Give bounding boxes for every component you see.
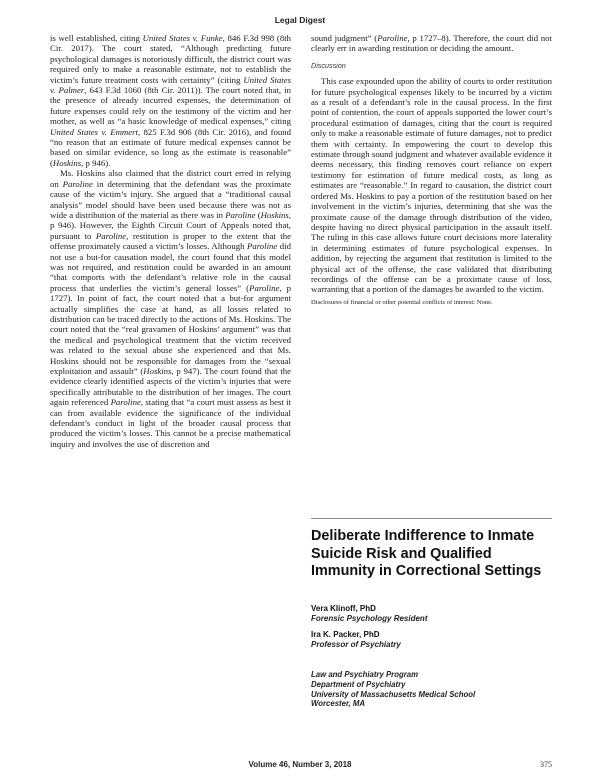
page-number: 375 xyxy=(540,760,552,769)
left-column xyxy=(50,33,291,449)
author-name: Ira K. Packer, PhD xyxy=(311,630,380,639)
left-paragraph-1: is well established, citing United States v. Funke, 846 F.3d 998 (8th Cir. 2017). The court stated, “Although predicting future psychological damages is notoriously difficult, the district court was required only to make a reasonable estimate, not to establish the victim’s future treatment costs with certainty” (citing United States v. Palmer, 643 F.3d 1060 (8th Cir. 2011)). The court noted that, in the presence of already incurred expenses, the determination of future expenses could rely on the testimony of the victim and her mother, as well as “a basic knowledge of medical expenses,” citing United States v. Emmert, 825 F.3d 906 (8th Cir. 2016), and found “no reason that an estimate of future medical expenses cannot be based on similar evidence, so long as the estimate is reasonable” (Hoskins, p 946). xyxy=(50,33,292,168)
affiliation-line: Worcester, MA xyxy=(311,699,366,709)
author-role: Professor of Psychiatry xyxy=(311,640,401,649)
running-header: Legal Digest xyxy=(274,15,326,25)
affiliation-line: Department of Psychiatry xyxy=(311,679,406,689)
author-2 xyxy=(311,630,552,650)
affiliation-line: University of Massachusetts Medical School xyxy=(311,689,476,699)
affiliation-block xyxy=(311,670,552,709)
article-title: Deliberate Indifference to Inmate Suicide Risk and Qualified Immunity in Correctional Settings xyxy=(311,528,542,579)
continuation-paragraph: sound judgment” (Paroline, p 1727–8). Therefore, the court did not clearly err in awarding restitution or deciding the amount. xyxy=(311,33,552,54)
discussion-paragraph: This case expounded upon the ability of courts to order restitution for future psychological expenses likely to be incurred by a victim as a result of a defendant’s role in the causal process. In the first point of contention, the court of appeals supported the lower court’s procedural estimation of damages, citing that the court is required only to make a reasonable estimate of future damages, not to predict them with certainty. In empowering the court to develop this estimate through sound judgment and whatever available evidence it deems necessary, this finding removes court reliance on expert testimony for estimation of future medical costs, as long as estimates are “reasonable.” In regard to causation, the district court ordered Ms. Hoskins to pay a portion of the restitution based on her involvement in the victim’s injuries, determining that she was the proximate cause of the damage through distribution of the video, despite having no direct physical participation in the assault itself. The ruling in this case allows future court decisions more laterality in determining estimates of future psychological expenses. In addition, by rejecting the argument that restitution is limited to the physical act of the offense, the case validated that distributing recordings of the offense can be a proximate cause of loss, warranting that a portion of the damages be awarded to the victim. xyxy=(311,76,552,295)
disclosure-note: Disclosures of financial or other potential conflicts of interest: None. xyxy=(311,298,493,306)
affiliation-line: Law and Psychiatry Program xyxy=(311,670,419,679)
footer-volume: Volume 46, Number 3, 2018 xyxy=(248,760,352,769)
author-name: Vera Klinoff, PhD xyxy=(311,604,376,613)
section-heading-discussion: Discussion xyxy=(311,60,346,70)
right-column xyxy=(311,33,552,307)
section-divider xyxy=(311,518,552,519)
left-paragraph-2: Ms. Hoskins also claimed that the district court erred in relying on Paroline in determining that the defendant was the proximate cause of the victim’s injury. She argued that a “traditional causal analysis” model should have been used because there was not as wide a distribution of the material as there was in Paroline (Hoskins, p 946). However, the Eighth Circuit Court of Appeals noted that, pursuant to Paroline, restitution is proper to the extent that the offense proximately caused a victim’s losses. Although Paroline did not use a but-for causation model, the court found that this model was not required, and restitution could be awarded in an amount “that comports with the defendant’s relative role in the causal process that underlies the victim’s general losses” (Paroline, p 1727). In point of fact, the court noted that a but-for argument actually simplifies the case at hand, as all losses related to distribution can be traced directly to the actions of Ms. Hoskins. The court noted that the “real gravamen of Hoskins’ argument” was that the medical and psychological treatment that the victim received was related to the sexual abuse she experienced and that Ms. Hoskins should not be responsible for damages from the “sexual exploitation and assault” (Hoskins, p 947). The court found that the evidence clearly identified aspects of the victim’s injuries that were specifically attributable to the distribution of her images. The court again referenced Paroline, stating that “a court must assess as best it can from available evidence the significance of the individual defendant’s conduct in light of the broader causal process that produced the victim’s losses. This cannot be a precise mathematical inquiry and involves the use of discretion and xyxy=(50,168,292,449)
author-1 xyxy=(311,604,552,624)
author-role: Forensic Psychology Resident xyxy=(311,614,428,623)
